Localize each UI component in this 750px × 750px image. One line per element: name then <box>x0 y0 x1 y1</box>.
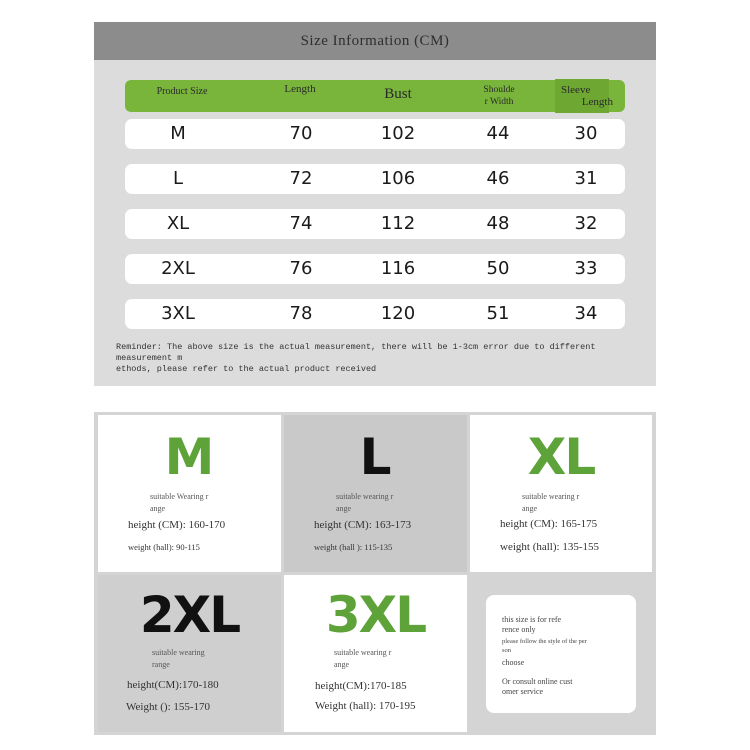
range-caption-line-2: ange <box>150 504 166 513</box>
measurement-reminder <box>116 342 636 375</box>
height-range: height(CM):170-180 <box>127 679 219 691</box>
range-caption-line-1: suitable wearing r <box>336 492 394 501</box>
reference-note-box <box>486 595 636 713</box>
cell-shoulder: 44 <box>486 123 510 144</box>
range-caption-line-1: suitable wearing r <box>334 648 392 657</box>
size-tile-3xl <box>284 575 467 732</box>
cell-length: 74 <box>289 213 313 234</box>
cell-sleeve: 30 <box>574 123 598 144</box>
cell-length: 76 <box>289 258 313 279</box>
cell-length: 72 <box>289 168 313 189</box>
size-chart-panel <box>94 22 656 386</box>
note-line-3: please follow the style of the per <box>502 638 587 645</box>
range-caption-line-2: ange <box>334 660 350 669</box>
cell-size: 3XL <box>161 303 195 324</box>
weight-range: weight (hall ): 115-135 <box>314 542 393 552</box>
range-caption-line-1: suitable wearing <box>152 648 205 657</box>
header-shoulder-width <box>467 84 531 108</box>
cell-bust: 116 <box>380 258 416 279</box>
cell-shoulder: 50 <box>486 258 510 279</box>
size-label-2xl: 2XL <box>139 586 240 644</box>
table-row <box>125 119 625 149</box>
cell-shoulder: 48 <box>486 213 510 234</box>
note-line-1: this size is for refe <box>502 615 562 624</box>
cell-bust: 102 <box>380 123 416 144</box>
cell-bust: 112 <box>380 213 416 234</box>
table-row <box>125 209 625 239</box>
note-line-2: rence only <box>502 625 536 634</box>
size-tile-m <box>98 415 281 572</box>
header-bust: Bust <box>384 86 412 102</box>
cell-length: 78 <box>289 303 313 324</box>
wearing-guide-grid <box>94 412 656 735</box>
reminder-line-1: Reminder: The above size is the actual measurement, there will be 1-3cm error due to different measurement m <box>116 342 596 363</box>
range-caption <box>522 491 612 515</box>
header-product-size: Product Size <box>156 86 208 97</box>
size-tile-2xl <box>98 575 281 732</box>
range-caption <box>152 647 242 671</box>
weight-range: weight (hall): 135-155 <box>500 541 599 553</box>
cell-sleeve: 34 <box>574 303 598 324</box>
range-caption-line-1: suitable wearing r <box>522 492 580 501</box>
note-line-4: son <box>502 647 512 654</box>
weight-range: weight (hall): 90-115 <box>128 542 200 552</box>
cell-size: 2XL <box>161 258 195 279</box>
size-label-m: M <box>164 428 215 486</box>
range-caption <box>336 491 426 515</box>
note-line-5: choose <box>502 658 525 667</box>
header-sleeve-length <box>555 84 613 108</box>
cell-shoulder: 51 <box>486 303 510 324</box>
cell-size: L <box>172 168 184 189</box>
height-range: height(CM):170-185 <box>315 680 407 692</box>
range-caption-line-2: ange <box>522 504 538 513</box>
note-line-6: Or consult online cust <box>502 677 573 686</box>
table-row <box>125 164 625 194</box>
range-caption-line-2: range <box>152 660 170 669</box>
cell-length: 70 <box>289 123 313 144</box>
range-caption <box>150 491 240 515</box>
size-label-xl: XL <box>527 428 595 486</box>
note-line-7: omer service <box>502 687 544 696</box>
range-caption <box>334 647 424 671</box>
range-caption-line-1: suitable Wearing r <box>150 492 209 501</box>
cell-sleeve: 32 <box>574 213 598 234</box>
cell-sleeve: 31 <box>574 168 598 189</box>
cell-size: M <box>170 123 186 144</box>
header-shoulder-line-2: r Width <box>484 97 514 107</box>
height-range: height (CM): 160-170 <box>128 519 226 531</box>
size-label-3xl: 3XL <box>325 586 426 644</box>
height-range: height (CM): 165-175 <box>500 518 598 530</box>
range-caption-line-2: ange <box>336 504 352 513</box>
weight-range: Weight (): 155-170 <box>126 701 211 713</box>
height-range: height (CM): 163-173 <box>314 519 412 531</box>
cell-sleeve: 33 <box>574 258 598 279</box>
header-length: Length <box>284 83 316 95</box>
size-tile-l <box>284 415 467 572</box>
table-row <box>125 299 625 329</box>
cell-bust: 106 <box>380 168 416 189</box>
header-sleeve-line-1: Sleeve <box>561 84 591 96</box>
reminder-line-2: ethods, please refer to the actual product received <box>116 364 377 374</box>
size-label-l: L <box>359 428 392 486</box>
cell-bust: 120 <box>380 303 416 324</box>
cell-shoulder: 46 <box>486 168 510 189</box>
size-chart-title: Size Information (CM) <box>94 22 656 60</box>
header-sleeve-line-2: Length <box>581 96 613 108</box>
table-row <box>125 254 625 284</box>
size-tile-xl <box>470 415 652 572</box>
weight-range: Weight (hall): 170-195 <box>315 700 416 712</box>
cell-size: XL <box>166 213 190 234</box>
header-shoulder-line-1: Shoulde <box>483 85 515 95</box>
